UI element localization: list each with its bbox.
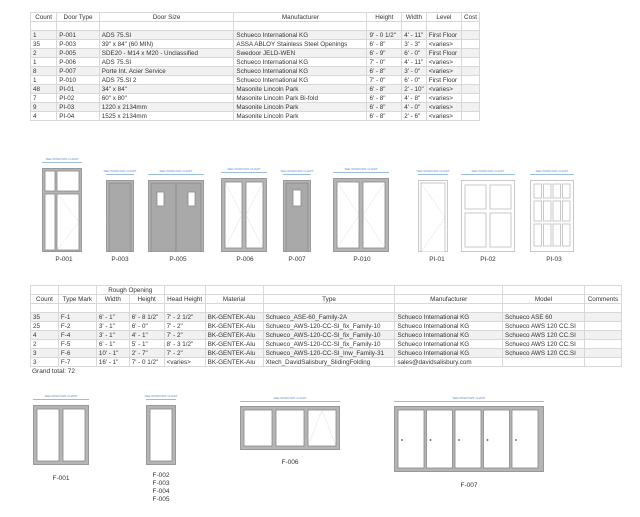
door-elevation-p-005 xyxy=(148,180,204,252)
window-schedule-table xyxy=(30,285,622,367)
table-cell: PI-03 xyxy=(57,103,100,112)
table-cell: sales@davidsalisbury.com xyxy=(395,358,503,367)
table-cell: Schueco International KG xyxy=(395,349,503,358)
door-elevation-label: P-006 xyxy=(236,256,254,263)
col-header-door-size: Door Size xyxy=(99,13,234,22)
dimension-line xyxy=(148,174,204,175)
table-cell: BK-GENTEK-Alu xyxy=(205,322,263,331)
window-schedule-body xyxy=(31,304,622,367)
win-col-header-count: Count xyxy=(31,295,59,304)
door-elevation-p-006 xyxy=(221,178,267,252)
table-cell: Schueco International KG xyxy=(395,313,503,322)
table-cell: Masonite Lincoln Park xyxy=(234,103,367,112)
window-schedule-group-row xyxy=(31,286,622,295)
table-row xyxy=(31,340,622,349)
table-cell: 4' - 8" xyxy=(402,94,427,103)
door-schedule-header-row xyxy=(31,13,480,22)
window-elevation-label: F-005 xyxy=(152,496,170,503)
table-cell: PI-01 xyxy=(57,85,100,94)
door-elevation-pi-03 xyxy=(530,180,574,252)
table-cell xyxy=(461,49,479,58)
dimension-tag: SEE WINDOWS CHART xyxy=(45,157,79,161)
table-cell: 2 xyxy=(31,49,57,58)
table-cell: 35 xyxy=(31,313,59,322)
table-cell: ADS 75.SI xyxy=(99,31,234,40)
table-cell: 48 xyxy=(31,85,57,94)
table-cell: <varies> xyxy=(426,112,461,121)
table-cell: 7' - 0" xyxy=(367,76,402,85)
door-elevation-label: P-010 xyxy=(353,256,371,263)
table-cell: 4' - 0" xyxy=(402,103,427,112)
table-cell: First Floor xyxy=(426,49,461,58)
table-row xyxy=(31,358,622,367)
table-cell xyxy=(461,67,479,76)
table-cell: SDE20 - M14 x M20 - Unclassified xyxy=(99,49,234,58)
table-cell xyxy=(584,322,621,331)
table-cell: Schueco International KG xyxy=(234,58,367,67)
table-cell: 7' - 2 1/2" xyxy=(164,313,205,322)
table-cell: Schueco International KG xyxy=(395,340,503,349)
table-cell: Porte Int. Acier Service xyxy=(99,67,234,76)
dimension-line xyxy=(530,174,574,175)
win-col-header-type: Type xyxy=(263,295,395,304)
table-cell: <varies> xyxy=(164,358,205,367)
dimension-tag: SEE WINDOWS CHART xyxy=(159,169,193,173)
table-row xyxy=(31,76,480,85)
table-cell: 8 xyxy=(31,67,57,76)
table-cell: 5' - 1" xyxy=(129,340,164,349)
table-cell xyxy=(584,349,621,358)
win-col-header-head-height: Head Height xyxy=(164,295,205,304)
table-cell: First Floor xyxy=(426,31,461,40)
door-elevation-label: P-007 xyxy=(288,256,306,263)
door-elevation-p-001 xyxy=(42,168,82,252)
door-schedule-spacer-row xyxy=(31,22,480,31)
table-cell: Schueco AWS 120 CC.SI xyxy=(503,349,585,358)
table-cell: 9 xyxy=(31,103,57,112)
table-cell: P-010 xyxy=(57,76,100,85)
dimension-tag: SEE WINDOWS CHART xyxy=(471,169,505,173)
table-cell: 25 xyxy=(31,322,59,331)
table-cell: 6' - 8 1/2" xyxy=(129,313,164,322)
table-cell: 7' - 2" xyxy=(164,349,205,358)
win-col-header-manufacturer: Manufacturer xyxy=(395,295,503,304)
window-elevation-label: F-007 xyxy=(460,482,478,489)
table-cell: Schueco AWS 120 CC.SI xyxy=(503,331,585,340)
table-cell xyxy=(584,331,621,340)
table-row xyxy=(31,103,480,112)
dimension-line xyxy=(333,172,389,173)
window-schedule-header-row xyxy=(31,295,622,304)
window-schedule-spacer-row xyxy=(31,304,622,313)
door-elevation-pi-01 xyxy=(418,180,448,252)
table-row xyxy=(31,331,622,340)
table-row xyxy=(31,322,622,331)
col-header-level: Level xyxy=(426,13,461,22)
dimension-line xyxy=(394,401,544,402)
table-cell: 34" x 84" xyxy=(99,85,234,94)
table-cell: 6' - 8" xyxy=(367,103,402,112)
window-elevation-f-006 xyxy=(240,406,340,450)
table-cell xyxy=(503,358,585,367)
table-cell: 3 xyxy=(31,358,59,367)
table-cell: 6' - 9" xyxy=(367,49,402,58)
table-cell: Masonite Lincoln Park Bi-fold xyxy=(234,94,367,103)
table-cell: BK-GENTEK-Alu xyxy=(205,331,263,340)
door-schedule-table xyxy=(30,12,480,121)
table-cell xyxy=(461,76,479,85)
table-cell: ASSA ABLOY Stainless Steel Openings xyxy=(234,40,367,49)
table-row xyxy=(31,94,480,103)
table-cell: 4 xyxy=(31,331,59,340)
table-cell: 6' - 0" xyxy=(129,322,164,331)
table-cell: 6' - 1" xyxy=(96,313,129,322)
table-cell: 6' - 8" xyxy=(367,94,402,103)
dimension-line xyxy=(221,172,267,173)
door-elevation-label: PI-02 xyxy=(480,256,496,263)
window-elevation-label: F-001 xyxy=(52,475,70,482)
win-col-header-comments: Comments xyxy=(584,295,621,304)
table-cell: 8' - 3 1/2" xyxy=(164,340,205,349)
table-cell: PI-04 xyxy=(57,112,100,121)
table-cell: <varies> xyxy=(426,58,461,67)
table-cell: <varies> xyxy=(426,40,461,49)
door-elevation-label: PI-01 xyxy=(429,256,445,263)
table-cell: P-006 xyxy=(57,58,100,67)
table-cell: 1525 x 2134mm xyxy=(99,112,234,121)
window-elevation-label: F-006 xyxy=(281,459,299,466)
table-cell: 6' - 8" xyxy=(367,67,402,76)
table-cell: 4 xyxy=(31,112,57,121)
table-cell: Schueco_AWS-120-CC-SI_fix_Family-10 xyxy=(263,322,395,331)
table-cell: 7' - 0" xyxy=(367,58,402,67)
door-elevation-label: PI-03 xyxy=(546,256,562,263)
window-elevation-f-002 xyxy=(146,405,176,465)
door-elevation-pi-02 xyxy=(461,180,515,252)
table-cell: <varies> xyxy=(426,94,461,103)
table-cell: ADS 75.SI 2 xyxy=(99,76,234,85)
table-row xyxy=(31,313,622,322)
table-cell: 2' - 10" xyxy=(402,85,427,94)
table-cell: PI-02 xyxy=(57,94,100,103)
table-cell: <varies> xyxy=(426,67,461,76)
col-header-width: Width xyxy=(402,13,427,22)
table-cell: 9' - 0 1/2" xyxy=(367,31,402,40)
table-cell: 4' - 11" xyxy=(402,58,427,67)
table-cell: 3' - 1" xyxy=(96,322,129,331)
table-cell: F-2 xyxy=(58,322,96,331)
win-col-header-model: Model xyxy=(503,295,585,304)
table-cell: Schueco AWS 120 CC.SI xyxy=(503,340,585,349)
table-row xyxy=(31,31,480,40)
table-cell: Swedoor JELD-WEN xyxy=(234,49,367,58)
table-cell: 6' - 1" xyxy=(96,340,129,349)
table-cell xyxy=(461,103,479,112)
table-cell: 6' - 0" xyxy=(402,76,427,85)
door-elevation-label: P-003 xyxy=(111,256,129,263)
window-elevation-f-007 xyxy=(394,406,544,472)
table-cell: 35 xyxy=(31,40,57,49)
table-cell: F-5 xyxy=(58,340,96,349)
dimension-tag: SEE WINDOWS CHART xyxy=(452,396,486,400)
table-cell: F-7 xyxy=(58,358,96,367)
win-col-header-height: Height xyxy=(129,295,164,304)
dimension-line xyxy=(42,162,82,163)
table-cell xyxy=(584,340,621,349)
table-cell: Schueco_ASE-60_Family-2A xyxy=(263,313,395,322)
window-elevation-label: F-003 xyxy=(152,480,170,487)
table-cell: Schueco International KG xyxy=(395,322,503,331)
table-cell: F-6 xyxy=(58,349,96,358)
table-cell: Schueco ASE 60 xyxy=(503,313,585,322)
dimension-line xyxy=(461,174,515,175)
table-cell xyxy=(461,112,479,121)
dimension-tag: SEE WINDOWS CHART xyxy=(535,169,569,173)
window-elevation-label: F-002 xyxy=(152,472,170,479)
table-cell: 60" x 80" xyxy=(99,94,234,103)
table-row xyxy=(31,349,622,358)
table-cell: Schueco_AWS-120-CC-SI_Inw_Family-31 xyxy=(263,349,395,358)
table-cell: 2' - 7" xyxy=(129,349,164,358)
table-cell: Schueco AWS 120 CC.SI xyxy=(503,322,585,331)
dimension-line xyxy=(33,399,89,400)
table-cell: 7 xyxy=(31,94,57,103)
dimension-tag: SEE WINDOWS CHART xyxy=(144,394,178,398)
rough-opening-header: Rough Opening xyxy=(96,286,164,295)
door-elevation-p-007 xyxy=(283,180,311,252)
table-cell: BK-GENTEK-Alu xyxy=(205,349,263,358)
table-cell: 1 xyxy=(31,58,57,67)
col-header-door-type: Door Type xyxy=(57,13,100,22)
col-header-count: Count xyxy=(31,13,57,22)
table-cell: 6' - 8" xyxy=(367,85,402,94)
table-cell: 6' - 8" xyxy=(367,112,402,121)
table-cell: Masonite Lincoln Park xyxy=(234,112,367,121)
table-cell: 16' - 1" xyxy=(96,358,129,367)
table-cell: P-001 xyxy=(57,31,100,40)
table-cell: 39" x 84" (60 MIN) xyxy=(99,40,234,49)
table-cell: <varies> xyxy=(426,85,461,94)
table-row xyxy=(31,49,480,58)
table-cell: 1 xyxy=(31,31,57,40)
table-cell: 7' - 0 1/2" xyxy=(129,358,164,367)
dimension-line xyxy=(283,174,311,175)
dimension-line xyxy=(418,174,448,175)
table-cell: P-007 xyxy=(57,67,100,76)
win-col-header-material: Material xyxy=(205,295,263,304)
table-cell: 3' - 0" xyxy=(402,67,427,76)
table-cell xyxy=(584,313,621,322)
table-cell: Schueco International KG xyxy=(234,76,367,85)
table-cell: BK-GENTEK-Alu xyxy=(205,313,263,322)
table-cell xyxy=(461,85,479,94)
table-cell: <varies> xyxy=(426,103,461,112)
table-cell: 2 xyxy=(31,340,59,349)
table-cell xyxy=(461,40,479,49)
door-elevation-label: P-001 xyxy=(55,256,73,263)
table-cell: Schueco_AWS-120-CC-SI_fix_Family-10 xyxy=(263,340,395,349)
table-cell: 1220 x 2134mm xyxy=(99,103,234,112)
table-cell: 3' - 1" xyxy=(96,331,129,340)
table-row xyxy=(31,112,480,121)
table-cell: P-003 xyxy=(57,40,100,49)
table-cell: 3' - 3" xyxy=(402,40,427,49)
window-elevation-f-001 xyxy=(33,405,89,465)
table-cell: Schueco International KG xyxy=(234,31,367,40)
table-cell: Xtech_DavidSalisbury_SlidingFolding xyxy=(263,358,395,367)
dimension-line xyxy=(146,399,176,400)
table-cell: First Floor xyxy=(426,76,461,85)
door-elevation-p-010 xyxy=(333,178,389,252)
door-elevation-label: P-005 xyxy=(169,256,187,263)
table-cell: 7' - 2" xyxy=(164,322,205,331)
table-cell: F-4 xyxy=(58,331,96,340)
table-cell: Schueco International KG xyxy=(395,331,503,340)
door-schedule-body xyxy=(31,22,480,121)
table-cell: BK-GENTEK-Alu xyxy=(205,358,263,367)
grand-total: Grand total: 72 xyxy=(32,368,75,375)
table-cell: Masonite Lincoln Park xyxy=(234,85,367,94)
table-cell: 3 xyxy=(31,349,59,358)
dimension-tag: SEE WINDOWS CHART xyxy=(44,394,78,398)
table-cell: Schueco_AWS-120-CC-SI_fix_Family-10 xyxy=(263,331,395,340)
table-row xyxy=(31,58,480,67)
table-row xyxy=(31,40,480,49)
table-cell: 1 xyxy=(31,76,57,85)
table-row xyxy=(31,85,480,94)
table-cell: 4' - 11" xyxy=(402,31,427,40)
table-cell: 4' - 1" xyxy=(129,331,164,340)
dimension-tag: SEE WINDOWS CHART xyxy=(344,167,378,171)
table-cell: F-1 xyxy=(58,313,96,322)
table-cell: 2' - 6" xyxy=(402,112,427,121)
table-cell: 7' - 2" xyxy=(164,331,205,340)
table-cell: ADS 75.SI xyxy=(99,58,234,67)
dimension-line xyxy=(240,401,340,402)
table-cell: 10' - 1" xyxy=(96,349,129,358)
table-row xyxy=(31,67,480,76)
dimension-tag: SEE WINDOWS CHART xyxy=(416,169,450,173)
table-cell xyxy=(461,31,479,40)
dimension-tag: SEE WINDOWS CHART xyxy=(103,169,137,173)
table-cell: BK-GENTEK-Alu xyxy=(205,340,263,349)
dimension-tag: SEE WINDOWS CHART xyxy=(227,167,261,171)
dimension-tag: SEE WINDOWS CHART xyxy=(280,169,314,173)
win-col-header-width: Width xyxy=(96,295,129,304)
win-col-header-type-mark: Type Mark xyxy=(58,295,96,304)
table-cell: 6' - 0" xyxy=(402,49,427,58)
table-cell xyxy=(461,58,479,67)
col-header-height: Height xyxy=(367,13,402,22)
dimension-line xyxy=(106,174,134,175)
door-elevation-p-003 xyxy=(106,180,134,252)
col-header-cost: Cost xyxy=(461,13,479,22)
table-cell xyxy=(461,94,479,103)
col-header-manufacturer: Manufacturer xyxy=(234,13,367,22)
window-elevation-label: F-004 xyxy=(152,488,170,495)
dimension-tag: SEE WINDOWS CHART xyxy=(273,396,307,400)
table-cell: 6' - 8" xyxy=(367,40,402,49)
table-cell: Schueco International KG xyxy=(234,67,367,76)
table-cell: P-005 xyxy=(57,49,100,58)
table-cell xyxy=(584,358,621,367)
